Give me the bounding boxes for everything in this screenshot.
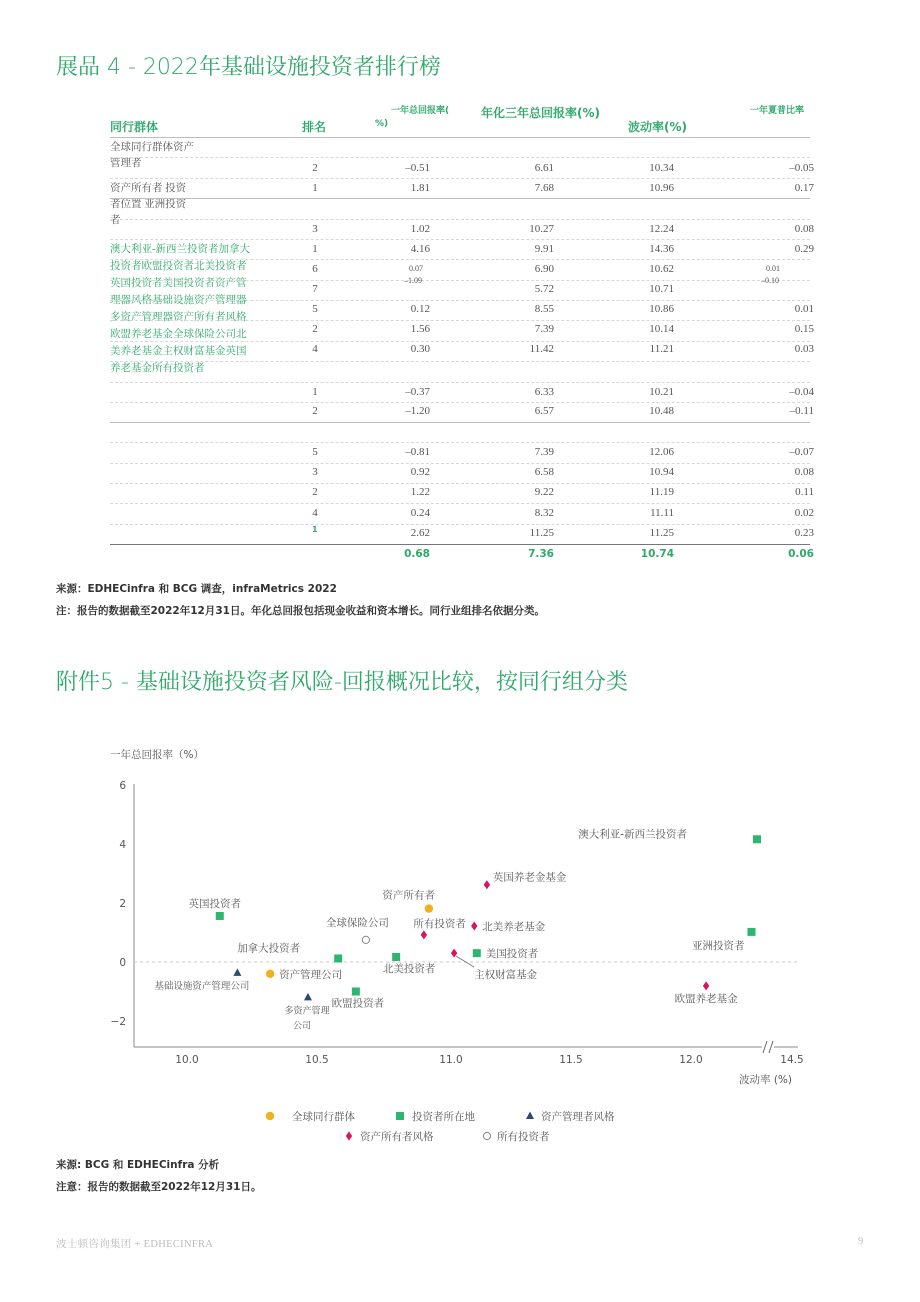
header-three-year: 年化三年总回报率(%) (481, 106, 600, 120)
header-volatility: 波动率(%) (628, 120, 687, 134)
data-point (425, 904, 433, 912)
table-row: 2.62 11.25 11.25 0.23 (410, 527, 814, 539)
small-value: 0.07 (409, 264, 423, 273)
legend-marker (396, 1112, 404, 1120)
data-point (421, 930, 427, 939)
table-row: 1 –0.37 6.33 10.21 –0.04 (312, 386, 814, 398)
y-tick-label: 6 (119, 780, 126, 792)
data-label: 资产管理公司 (279, 968, 343, 981)
data-point (233, 968, 241, 976)
legend-label: 全球同行群体 (292, 1111, 355, 1123)
data-point (392, 953, 400, 961)
header-sharpe: 一年夏普比率 (750, 106, 805, 116)
table-row: 5 –0.81 7.39 12.06 –0.07 (312, 446, 814, 458)
row-label: 理器风格基础设施资产管理器 (110, 295, 247, 306)
data-label: 亚洲投资者 (691, 939, 745, 952)
row-label: 养老基金所有投资者 (110, 363, 205, 374)
exhibit5-title: 附件5 - 基础设施投资者风险-回报概况比较，按同行组分类 (56, 670, 628, 695)
data-point (753, 835, 761, 843)
header-one-year: 一年总回报率( (391, 106, 450, 116)
small-value: 0.01 (766, 264, 780, 273)
data-point (304, 993, 312, 1001)
data-label-cont: 公司 (292, 1021, 311, 1032)
scatter-chart (0, 700, 920, 1143)
table-row: 6 6.90 10.62 (312, 263, 674, 275)
row-label: 英国投资者美国投资者资产管 (110, 278, 247, 289)
header-one-year-unit: %) (375, 119, 389, 129)
data-label: 英国养老金基金 (492, 871, 567, 884)
total-sharpe: 0.06 (788, 548, 814, 560)
row-label: 美养老基金主权财富基金英国 (110, 346, 247, 357)
data-label: 资产所有者 (382, 889, 435, 902)
data-label: 北美养老基金 (482, 921, 546, 934)
legend-label: 投资者所在地 (412, 1111, 475, 1123)
x-tick-label: 14.5 (780, 1054, 804, 1066)
exhibit4-title: 展品 4 - 2022年基础设施投资者排行榜 (56, 55, 441, 80)
exhibit5-source: 来源: BCG 和 EDHECinfra 分析 (56, 1159, 220, 1171)
y-tick-label: 2 (119, 898, 126, 910)
rank-mark: 1 (312, 525, 318, 534)
data-label: 澳大利亚-新西兰投资者 (578, 828, 687, 841)
data-point (471, 922, 477, 931)
totals-row (0, 548, 920, 564)
data-label: 欧盟养老基金 (674, 992, 738, 1005)
legend-label: 资产所有者风格 (360, 1131, 434, 1143)
data-point (216, 912, 224, 920)
total-three-year: 7.36 (528, 548, 554, 560)
legend-label: 所有投资者 (497, 1131, 550, 1143)
row-label: 全球同行群体资产 (110, 142, 194, 153)
row-label: 者位置 亚洲投资 (110, 199, 187, 210)
x-tick-label: 10.5 (305, 1054, 329, 1066)
row-label: 澳大利亚-新西兰投资者加拿大 (110, 244, 250, 255)
small-value: –1.09 (404, 276, 422, 285)
total-one-year: 0.68 (404, 548, 430, 560)
table-row: 4 0.30 11.42 11.21 0.03 (312, 343, 814, 355)
data-label: 美国投资者 (485, 948, 539, 961)
data-point (362, 936, 369, 943)
data-label: 所有投资者 (413, 917, 466, 930)
data-point (352, 988, 360, 996)
x-tick-label: 11.0 (439, 1054, 463, 1066)
data-point (473, 949, 481, 957)
table-row: 2 –0.51 6.61 10.34 –0.05 (312, 162, 814, 174)
data-label: 多资产管理 (284, 1006, 330, 1017)
exhibit4-source: 来源：EDHECinfra 和 BCG 调查，infraMetrics 2022 (56, 583, 337, 595)
table-row: 7 5.72 10.71 (312, 283, 674, 295)
x-axis-label: 波动率 (%) (738, 1074, 792, 1086)
data-label: 主权财富基金 (474, 969, 538, 982)
legend-marker (266, 1112, 274, 1120)
x-tick-label: 10.0 (175, 1054, 199, 1066)
data-point (703, 981, 709, 990)
data-label: 北美投资者 (382, 962, 436, 975)
table-row: 2 1.22 9.22 11.19 0.11 (312, 486, 814, 498)
table-header-rule (110, 137, 810, 138)
table-row: 2 –1.20 6.57 10.48 –0.11 (312, 405, 814, 417)
small-value: –0.10 (761, 276, 779, 285)
y-tick-label: 4 (119, 839, 126, 851)
data-point (266, 970, 274, 978)
data-label: 全球保险公司 (325, 916, 389, 929)
x-tick-label: 11.5 (559, 1054, 583, 1066)
y-tick-label: 0 (119, 957, 126, 969)
axis-break-mark (769, 1041, 773, 1053)
page-number: 9 (858, 1236, 864, 1247)
legend-label: 资产管理者风格 (541, 1111, 615, 1123)
table-row: 5 0.12 8.55 10.86 0.01 (312, 303, 814, 315)
footer-brand: 波士顿咨询集团 + EDHECINFRA (56, 1239, 214, 1250)
legend-marker (483, 1132, 490, 1139)
legend-marker (346, 1132, 352, 1141)
y-tick-label: −2 (110, 1016, 126, 1028)
table-row: 1 4.16 9.91 14.36 0.29 (312, 243, 814, 255)
y-axis-label: 一年总回报率（%） (110, 749, 204, 761)
table-row: 3 0.92 6.58 10.94 0.08 (312, 466, 814, 478)
table-row: 4 0.24 8.32 11.11 0.02 (312, 507, 814, 519)
row-label: 欧盟养老基金全球保险公司北 (110, 329, 247, 340)
exhibit4-note: 注：报告的数据截至2022年12月31日。年化总回报包括现金收益和资本增长。同行业组排名依据分类。 (56, 605, 545, 617)
row-label: 投资者欧盟投资者北美投资者 (110, 261, 247, 272)
data-label: 英国投资者 (188, 897, 242, 910)
legend-marker (526, 1112, 534, 1120)
table-row: 3 1.02 10.27 12.24 0.08 (312, 223, 814, 235)
data-point (334, 954, 342, 962)
data-point (484, 880, 490, 889)
row-label: 管理者 (110, 158, 142, 169)
row-label: 资产所有者 投资 (110, 183, 187, 194)
row-label: 者 (110, 215, 121, 226)
exhibit5-note: 注意：报告的数据截至2022年12月31日。 (56, 1181, 262, 1193)
header-group: 同行群体 (110, 120, 159, 134)
data-label: 欧盟投资者 (331, 997, 385, 1010)
data-point (747, 928, 755, 936)
x-tick-label: 12.0 (679, 1054, 703, 1066)
total-volatility: 10.74 (640, 548, 674, 560)
table-row: 1 1.81 7.68 10.96 0.17 (312, 182, 814, 194)
axis-break-mark (763, 1041, 767, 1053)
row-label: 多资产管理器资产所有者风格 (110, 312, 247, 323)
data-label: 基础设施资产管理公司 (154, 980, 250, 992)
data-label: 加拿大投资者 (237, 942, 301, 955)
header-rank: 排名 (302, 120, 327, 134)
table-row: 2 1.56 7.39 10.14 0.15 (312, 323, 814, 335)
